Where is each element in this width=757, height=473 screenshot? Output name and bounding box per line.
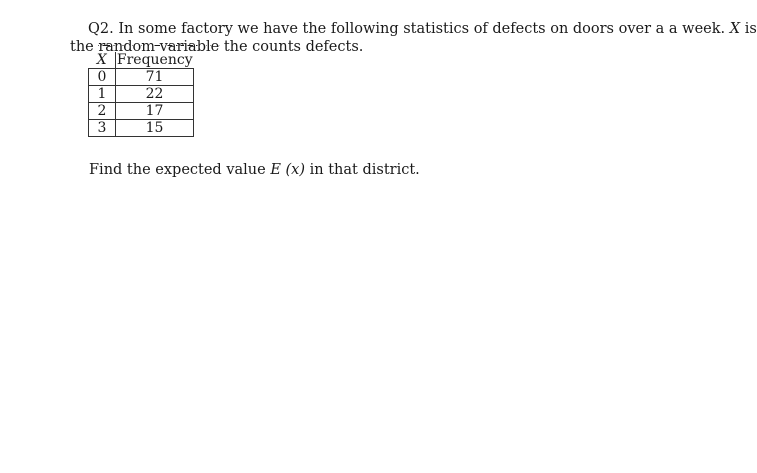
cell-frequency: 71 [116,69,194,86]
question-intro: Q2. In some factory we have the following statistics of defects on doors over a a week. [88,21,726,37]
prompt-end: in that district. [309,162,420,178]
cell-x: 1 [89,86,116,103]
question-line-1-end: is [744,21,757,37]
question-line-2-start: the [70,39,94,55]
frequency-table [88,52,194,137]
header-x: X [89,52,116,69]
cell-frequency: 17 [116,103,194,120]
cell-frequency: 22 [116,86,194,103]
expected-value-expression: E (x) [270,162,306,178]
table-row [89,103,194,120]
cell-frequency: 15 [116,120,194,137]
question-line-1 [70,20,757,38]
underlined-random-variable: random variable [98,39,220,55]
cell-x: 2 [89,103,116,120]
cell-x: 0 [89,69,116,86]
question-line-2-end: the counts defects. [223,39,364,55]
table-row [89,69,194,86]
header-frequency: Frequency [116,52,193,68]
table-row [89,120,194,137]
question-text [70,20,757,56]
variable-x: X [729,21,741,37]
cell-x: 3 [89,120,116,137]
table-row [89,86,194,103]
prompt-text [89,161,420,179]
table-header-row [89,52,194,69]
prompt-start: Find the expected value [89,162,266,178]
